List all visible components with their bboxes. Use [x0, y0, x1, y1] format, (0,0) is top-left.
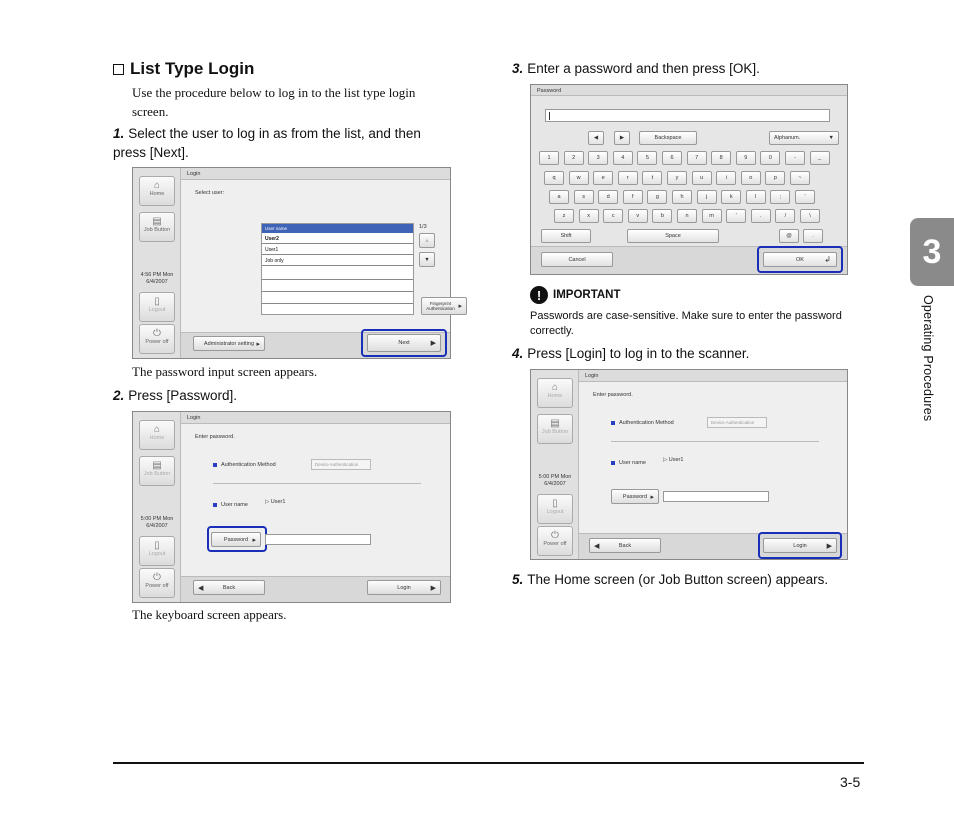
page-number: 3-5 [840, 774, 861, 790]
password-button[interactable]: Password ▸ [611, 489, 659, 504]
ok-button[interactable]: OK ↲ [763, 252, 837, 267]
list-header: User name [262, 224, 413, 233]
power-icon: ⏻ [153, 328, 161, 339]
key[interactable]: r [618, 171, 638, 185]
window-title: Password [531, 85, 847, 96]
user-label: User name [619, 460, 646, 466]
play-outline-icon: ▷ [265, 499, 270, 505]
home-button[interactable]: ⌂ Home [139, 176, 175, 206]
backspace-key[interactable]: Backspace [639, 131, 697, 145]
screenshot-keyboard [530, 84, 848, 275]
triangle-up-icon: ▲ [424, 237, 430, 244]
footer-rule [113, 762, 864, 764]
step-4: 4. Press [Login] to log in to the scanner. [512, 346, 750, 361]
highlight-frame [207, 526, 267, 552]
key[interactable]: \ [800, 209, 820, 223]
cancel-button[interactable]: Cancel [541, 252, 613, 267]
caption-2: The keyboard screen appears. [132, 607, 287, 622]
step-3: 3. Enter a password and then press [OK]. [512, 61, 760, 76]
triangle-left-icon: ◀ [593, 135, 599, 141]
job-icon: ▤ [152, 460, 162, 471]
job-button[interactable]: ▤ Job Button [139, 456, 175, 486]
divider [213, 483, 421, 484]
power-off-button[interactable]: ⏻ Power off [537, 526, 573, 556]
clock: 4:56 PM Mon 6/4/2007 [140, 272, 174, 285]
auth-dropdown[interactable]: Device Authentication [707, 417, 767, 428]
key[interactable]: 2 [564, 151, 584, 165]
bullet-icon [611, 421, 615, 425]
key[interactable]: 3 [588, 151, 608, 165]
key[interactable]: z [554, 209, 574, 223]
main-panel [579, 370, 847, 559]
play-icon: ▶ [826, 542, 832, 550]
key[interactable]: a [549, 190, 569, 204]
section-title: List Type Login [113, 59, 254, 79]
job-button[interactable]: ▤ Job Button [139, 212, 175, 242]
space-key[interactable]: Space [627, 229, 719, 243]
logout-icon: ▯ [552, 498, 558, 509]
login-button[interactable]: Login ▶ [763, 538, 837, 553]
play-icon: ▶ [430, 340, 436, 347]
prompt: Enter password. [593, 392, 633, 398]
home-icon: ⌂ [153, 180, 161, 191]
list-item[interactable]: User1 [262, 244, 413, 255]
cursor-left-key[interactable] [588, 131, 604, 145]
key[interactable]: ' [795, 190, 815, 204]
back-button[interactable]: ◀ Back [193, 580, 265, 595]
bullet-icon [213, 503, 217, 507]
job-icon: ▤ [550, 418, 560, 429]
key[interactable]: h [672, 190, 692, 204]
sidebar [133, 168, 181, 358]
job-icon: ▤ [152, 216, 162, 227]
highlight-frame [361, 329, 447, 357]
password-field[interactable] [265, 534, 371, 545]
key-dot[interactable]: . [803, 229, 823, 243]
page-indicator: 1/3 [419, 224, 427, 230]
key[interactable]: c [603, 209, 623, 223]
shift-key[interactable]: Shift [541, 229, 591, 243]
auth-label: Authentication Method [221, 462, 276, 468]
key[interactable]: ~ [790, 171, 810, 185]
home-icon: ⌂ [153, 424, 161, 435]
user-value: ▷ User1 [265, 499, 286, 505]
step-5: 5. The Home screen (or Job Button screen) appears. [512, 572, 829, 587]
key[interactable]: s [574, 190, 594, 204]
key[interactable]: - [785, 151, 805, 165]
power-icon: ⏻ [551, 530, 559, 541]
highlight-frame [757, 246, 843, 273]
key-at[interactable]: @ [779, 229, 799, 243]
key[interactable]: n [677, 209, 697, 223]
window-title: Login [181, 168, 450, 180]
key[interactable]: 8 [711, 151, 731, 165]
exclamation-icon: ! [530, 286, 548, 304]
key[interactable]: . [751, 209, 771, 223]
screenshot-login [530, 369, 848, 560]
power-off-button[interactable]: ⏻ Power off [139, 568, 175, 598]
user-value: ▷ User1 [663, 457, 684, 463]
enter-icon: ↲ [824, 255, 831, 264]
key[interactable]: p [765, 171, 785, 185]
key[interactable]: x [579, 209, 599, 223]
logout-button[interactable]: ▯ Logout [537, 494, 573, 524]
step-2: 2. Press [Password]. [113, 388, 238, 403]
back-arrow-icon: ◀ [198, 584, 204, 592]
step-1: 1. Select the user to log in as from the list, and then press [Next]. [113, 126, 421, 160]
divider [611, 441, 819, 442]
screenshot-password-entry [132, 411, 451, 603]
main-panel [181, 168, 462, 358]
triangle-down-icon: ▼ [424, 256, 430, 263]
prompt: Enter password. [195, 434, 235, 440]
password-field[interactable] [663, 491, 769, 502]
key[interactable]: j [697, 190, 717, 204]
back-button[interactable]: ◀ Back [589, 538, 661, 553]
key[interactable]: 5 [637, 151, 657, 165]
screenshot-user-list [132, 167, 462, 359]
window-title: Login [181, 412, 450, 424]
input-mode-dropdown[interactable]: Alphanum. ▼ [769, 131, 839, 145]
user-label: User name [221, 502, 248, 508]
sidebar [531, 370, 579, 559]
job-button[interactable]: ▤ Job Button [537, 414, 573, 444]
caption-1: The password input screen appears. [132, 364, 318, 379]
play-icon: ▸ [252, 536, 256, 544]
password-button[interactable]: Password ▸ [211, 532, 261, 547]
bullet-icon [213, 463, 217, 467]
list-item[interactable]: Job only [262, 255, 413, 266]
key[interactable]: y [667, 171, 687, 185]
fingerprint-button[interactable]: Fingerprint Authentication ▸ [421, 297, 467, 315]
triangle-down-icon: ▼ [828, 135, 834, 141]
key[interactable]: i [716, 171, 736, 185]
key[interactable]: ' [726, 209, 746, 223]
password-input[interactable] [545, 109, 830, 122]
scroll-down-button[interactable] [419, 252, 435, 267]
key[interactable]: b [652, 209, 672, 223]
key[interactable]: v [628, 209, 648, 223]
key[interactable]: u [692, 171, 712, 185]
home-icon: ⌂ [551, 382, 559, 393]
list-item[interactable] [262, 266, 413, 280]
login-button[interactable]: Login ▶ [367, 580, 441, 595]
key[interactable]: 6 [662, 151, 682, 165]
key[interactable]: / [775, 209, 795, 223]
admin-setting-button[interactable]: Administrator setting ▸ [193, 336, 265, 351]
logout-icon: ▯ [154, 296, 160, 307]
list-item[interactable]: User2 [262, 233, 413, 244]
key[interactable]: d [598, 190, 618, 204]
play-icon: ▸ [458, 302, 462, 310]
key[interactable]: 4 [613, 151, 633, 165]
key[interactable]: ; [770, 190, 790, 204]
important-heading: ! IMPORTANT [530, 286, 621, 304]
key[interactable]: _ [810, 151, 830, 165]
key[interactable]: g [647, 190, 667, 204]
highlight-frame [758, 532, 842, 559]
key[interactable]: 9 [736, 151, 756, 165]
checkbox-square-icon [113, 64, 124, 75]
sidebar [133, 412, 181, 602]
main-panel [181, 412, 450, 602]
cursor-right-key[interactable] [614, 131, 630, 145]
play-outline-icon: ▷ [663, 457, 668, 463]
bullet-icon [611, 461, 615, 465]
play-icon: ▸ [256, 340, 260, 348]
auth-label: Authentication Method [619, 420, 674, 426]
key[interactable]: t [642, 171, 662, 185]
window-title: Login [579, 370, 847, 382]
clock: 5:00 PM Mon 6/4/2007 [140, 516, 174, 529]
clock: 5:00 PM Mon 6/4/2007 [538, 474, 572, 487]
play-icon: ▶ [430, 584, 436, 592]
home-button[interactable]: ⌂ Home [139, 420, 175, 450]
key[interactable]: 7 [687, 151, 707, 165]
key[interactable]: l [746, 190, 766, 204]
scroll-up-button[interactable] [419, 233, 435, 248]
chapter-tab: 3 [910, 218, 954, 286]
key[interactable]: e [593, 171, 613, 185]
important-text: Passwords are case-sensitive. Make sure to enter the password correctly. [530, 310, 842, 337]
home-button[interactable]: ⌂ Home [537, 378, 573, 408]
key[interactable]: f [623, 190, 643, 204]
key[interactable]: 1 [539, 151, 559, 165]
triangle-right-icon: ▶ [619, 135, 625, 141]
next-button[interactable]: Next ▶ [367, 334, 441, 352]
key[interactable]: q [544, 171, 564, 185]
prompt: Select user: [195, 190, 225, 196]
logout-button[interactable]: ▯ Logout [139, 292, 175, 322]
logout-button[interactable]: ▯ Logout [139, 536, 175, 566]
user-list[interactable] [261, 223, 414, 315]
key[interactable]: k [721, 190, 741, 204]
logout-icon: ▯ [154, 540, 160, 551]
power-off-button[interactable]: ⏻ Power off [139, 324, 175, 354]
play-icon: ▸ [650, 493, 654, 501]
text-cursor [549, 112, 550, 120]
key[interactable]: m [702, 209, 722, 223]
list-item[interactable] [262, 280, 413, 292]
chapter-label: Operating Procedures [921, 295, 935, 422]
key[interactable]: o [741, 171, 761, 185]
key[interactable]: 0 [760, 151, 780, 165]
intro-text: Use the procedure below to log in to the list type login screen. [132, 85, 416, 119]
power-icon: ⏻ [153, 572, 161, 583]
auth-dropdown[interactable]: Device Authentication [311, 459, 371, 470]
list-item[interactable] [262, 292, 413, 304]
back-arrow-icon: ◀ [594, 542, 600, 550]
key[interactable]: w [569, 171, 589, 185]
